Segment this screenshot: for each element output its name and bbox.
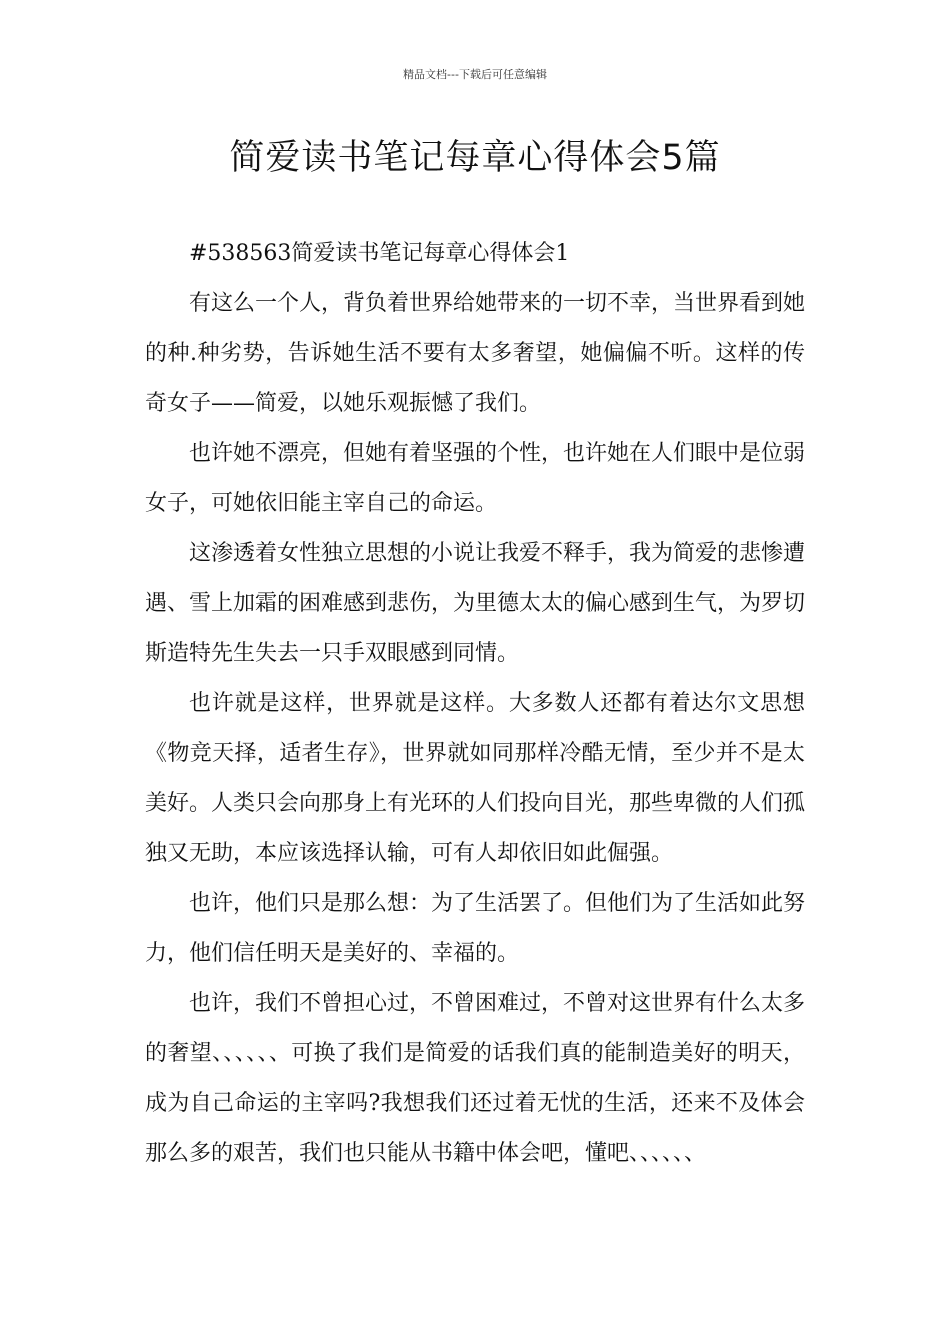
paragraph: 也许，他们只是那么想：为了生活罢了。但他们为了生活如此努力，他们信任明天是美好的、幸福的。 [145,891,806,966]
section-heading: #538563简爱读书笔记每章心得体会1 [189,241,570,266]
header-note: 精品文档---下载后可任意编辑 [403,68,547,81]
document-body [145,229,805,1179]
paragraph: 也许，我们不曾担心过，不曾困难过，不曾对这世界有什么太多的奢望、、、、、、可换了我们是简爱的话我们真的能制造美好的明天，成为自己命运的主宰吗?我想我们还过着无忧的生活，还来不及体会那么多的艰苦，我们也只能从书籍中体会吧，懂吧、、、、、、 [145,991,806,1166]
paragraph: 这渗透着女性独立思想的小说让我爱不释手，我为简爱的悲惨遭遇、雪上加霜的困难感到悲伤，为里德太太的偏心感到生气，为罗切斯造特先生失去一只手双眼感到同情。 [145,541,806,666]
paragraph: 也许她不漂亮，但她有着坚强的个性，也许她在人们眼中是位弱女子，可她依旧能主宰自己的命运。 [145,441,806,516]
paragraph: 有这么一个人，背负着世界给她带来的一切不幸，当世界看到她的种.种劣势，告诉她生活不要有太多奢望，她偏偏不听。这样的传奇女子——简爱，以她乐观振憾了我们。 [145,291,806,416]
paragraph: 也许就是这样，世界就是这样。大多数人还都有着达尔文思想《物竞天择，适者生存》，世界就如同那样冷酷无情，至少并不是太美好。人类只会向那身上有光环的人们投向目光，那些卑微的人们孤独又无助，本应该选择认输，可有人却依旧如此倔强。 [145,691,806,866]
document-title: 简爱读书笔记每章心得体会5篇 [229,138,721,178]
